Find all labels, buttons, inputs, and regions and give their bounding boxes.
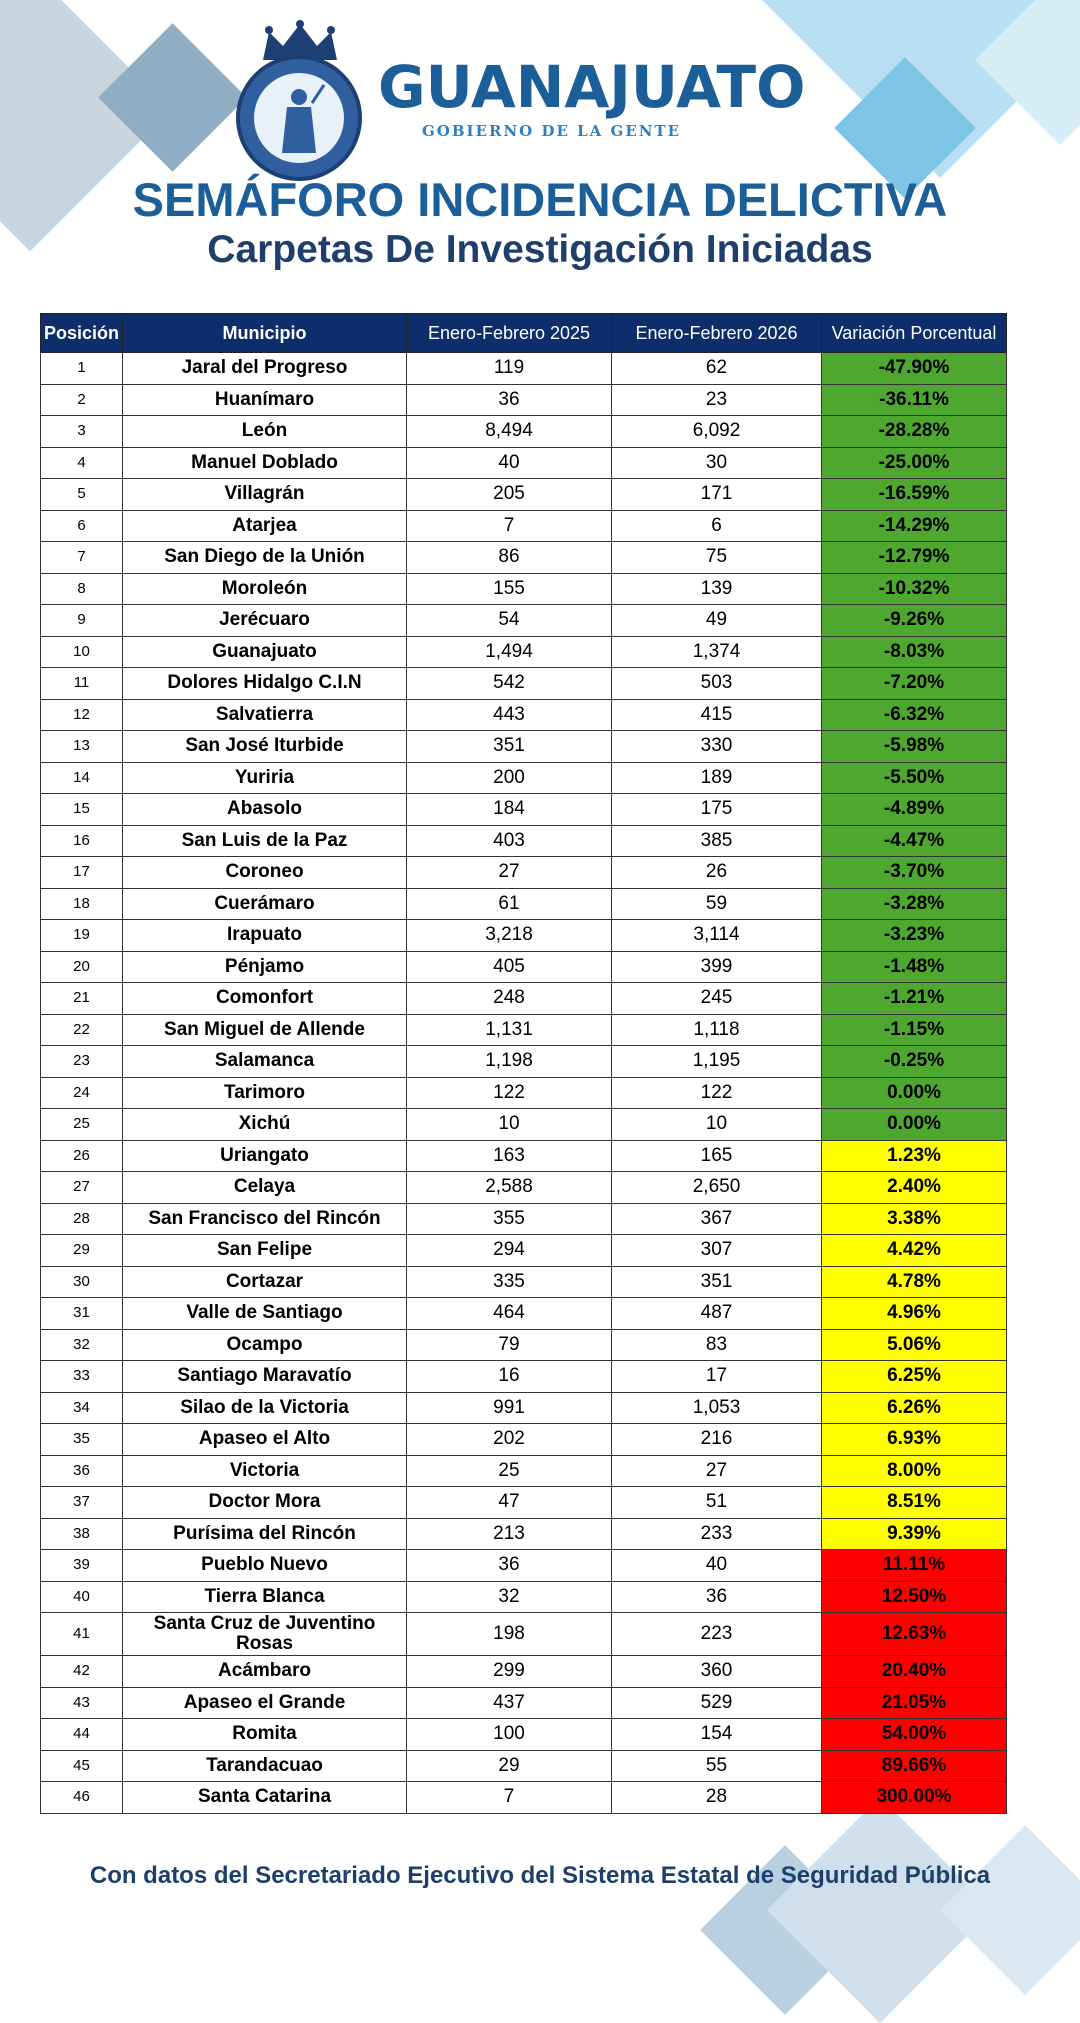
table-row	[41, 1203, 1007, 1235]
cell-municipio: Villagrán	[123, 479, 407, 511]
cell-2026: 171	[612, 479, 822, 511]
cell-2025: 36	[407, 1550, 612, 1582]
cell-2025: 25	[407, 1455, 612, 1487]
cell-2025: 3,218	[407, 920, 612, 952]
cell-2025: 351	[407, 731, 612, 763]
cell-posicion: 28	[41, 1203, 123, 1235]
cell-posicion: 29	[41, 1235, 123, 1267]
cell-2025: 991	[407, 1392, 612, 1424]
cell-2025: 10	[407, 1109, 612, 1141]
cell-posicion: 5	[41, 479, 123, 511]
cell-municipio: Comonfort	[123, 983, 407, 1015]
cell-2025: 405	[407, 951, 612, 983]
table-row	[41, 1518, 1007, 1550]
cell-municipio: Doctor Mora	[123, 1487, 407, 1519]
cell-2026: 3,114	[612, 920, 822, 952]
cell-2025: 198	[407, 1613, 612, 1656]
cell-municipio: San Luis de la Paz	[123, 825, 407, 857]
cell-2026: 165	[612, 1140, 822, 1172]
cell-2025: 1,131	[407, 1014, 612, 1046]
cell-variacion: 9.39%	[822, 1518, 1007, 1550]
cell-variacion: 0.00%	[822, 1109, 1007, 1141]
cell-variacion: -1.15%	[822, 1014, 1007, 1046]
cell-2025: 29	[407, 1750, 612, 1782]
cell-variacion: 54.00%	[822, 1719, 1007, 1751]
cell-2026: 216	[612, 1424, 822, 1456]
cell-municipio: Xichú	[123, 1109, 407, 1141]
cell-posicion: 6	[41, 510, 123, 542]
cell-2026: 245	[612, 983, 822, 1015]
table-row	[41, 510, 1007, 542]
table-row	[41, 384, 1007, 416]
cell-posicion: 22	[41, 1014, 123, 1046]
table-row	[41, 951, 1007, 983]
cell-posicion: 3	[41, 416, 123, 448]
cell-posicion: 21	[41, 983, 123, 1015]
cell-2026: 36	[612, 1581, 822, 1613]
cell-municipio: Guanajuato	[123, 636, 407, 668]
cell-municipio: Irapuato	[123, 920, 407, 952]
cell-posicion: 33	[41, 1361, 123, 1393]
cell-2025: 36	[407, 384, 612, 416]
cell-2026: 415	[612, 699, 822, 731]
cell-municipio: Tarimoro	[123, 1077, 407, 1109]
cell-posicion: 41	[41, 1613, 123, 1656]
cell-posicion: 34	[41, 1392, 123, 1424]
cell-variacion: -4.89%	[822, 794, 1007, 826]
cell-2025: 355	[407, 1203, 612, 1235]
cell-2025: 100	[407, 1719, 612, 1751]
cell-posicion: 25	[41, 1109, 123, 1141]
cell-variacion: 8.51%	[822, 1487, 1007, 1519]
cell-variacion: -1.48%	[822, 951, 1007, 983]
cell-municipio: Yuriria	[123, 762, 407, 794]
cell-variacion: 6.93%	[822, 1424, 1007, 1456]
cell-variacion: -10.32%	[822, 573, 1007, 605]
cell-posicion: 42	[41, 1656, 123, 1688]
cell-variacion: 6.25%	[822, 1361, 1007, 1393]
cell-2026: 10	[612, 1109, 822, 1141]
cell-posicion: 10	[41, 636, 123, 668]
cell-2026: 360	[612, 1656, 822, 1688]
cell-variacion: -3.28%	[822, 888, 1007, 920]
cell-municipio: Silao de la Victoria	[123, 1392, 407, 1424]
cell-2026: 175	[612, 794, 822, 826]
cell-2026: 23	[612, 384, 822, 416]
cell-2026: 399	[612, 951, 822, 983]
cell-2026: 59	[612, 888, 822, 920]
cell-posicion: 16	[41, 825, 123, 857]
cell-variacion: -3.23%	[822, 920, 1007, 952]
cell-2026: 189	[612, 762, 822, 794]
cell-posicion: 43	[41, 1687, 123, 1719]
cell-posicion: 37	[41, 1487, 123, 1519]
cell-posicion: 9	[41, 605, 123, 637]
table-row	[41, 1613, 1007, 1656]
cell-posicion: 26	[41, 1140, 123, 1172]
cell-2026: 30	[612, 447, 822, 479]
cell-municipio: Ocampo	[123, 1329, 407, 1361]
cell-posicion: 2	[41, 384, 123, 416]
cell-posicion: 40	[41, 1581, 123, 1613]
cell-2026: 6	[612, 510, 822, 542]
cell-2025: 155	[407, 573, 612, 605]
table-row	[41, 1392, 1007, 1424]
cell-2025: 8,494	[407, 416, 612, 448]
cell-2025: 86	[407, 542, 612, 574]
cell-2026: 1,053	[612, 1392, 822, 1424]
cell-2025: 40	[407, 447, 612, 479]
table-row	[41, 668, 1007, 700]
cell-2025: 1,198	[407, 1046, 612, 1078]
state-seal-logo	[236, 55, 362, 181]
cell-2026: 385	[612, 825, 822, 857]
table-row	[41, 1046, 1007, 1078]
cell-variacion: 12.63%	[822, 1613, 1007, 1656]
cell-posicion: 46	[41, 1782, 123, 1814]
cell-variacion: 2.40%	[822, 1172, 1007, 1204]
header-municipio: Municipio	[123, 314, 407, 353]
cell-variacion: 4.78%	[822, 1266, 1007, 1298]
table-row	[41, 636, 1007, 668]
cell-municipio: Uriangato	[123, 1140, 407, 1172]
cell-variacion: -7.20%	[822, 668, 1007, 700]
cell-posicion: 11	[41, 668, 123, 700]
page-subtitle: Carpetas De Investigación Iniciadas	[207, 228, 873, 271]
table-row	[41, 542, 1007, 574]
table-row	[41, 1550, 1007, 1582]
cell-variacion: -3.70%	[822, 857, 1007, 889]
cell-posicion: 39	[41, 1550, 123, 1582]
cell-municipio: Santiago Maravatío	[123, 1361, 407, 1393]
cell-variacion: -6.32%	[822, 699, 1007, 731]
table-row	[41, 888, 1007, 920]
cell-2025: 27	[407, 857, 612, 889]
cell-2025: 1,494	[407, 636, 612, 668]
cell-2025: 213	[407, 1518, 612, 1550]
table-row	[41, 1077, 1007, 1109]
table-row	[41, 1687, 1007, 1719]
table-row	[41, 1487, 1007, 1519]
cell-variacion: -28.28%	[822, 416, 1007, 448]
cell-posicion: 27	[41, 1172, 123, 1204]
table-row	[41, 1109, 1007, 1141]
cell-municipio: Jerécuaro	[123, 605, 407, 637]
cell-2026: 62	[612, 353, 822, 385]
cell-2026: 233	[612, 1518, 822, 1550]
cell-2025: 119	[407, 353, 612, 385]
cell-2026: 122	[612, 1077, 822, 1109]
cell-2026: 2,650	[612, 1172, 822, 1204]
cell-municipio: Acámbaro	[123, 1656, 407, 1688]
cell-posicion: 17	[41, 857, 123, 889]
cell-variacion: -1.21%	[822, 983, 1007, 1015]
cell-posicion: 30	[41, 1266, 123, 1298]
table-row	[41, 1719, 1007, 1751]
cell-posicion: 24	[41, 1077, 123, 1109]
cell-municipio: San Felipe	[123, 1235, 407, 1267]
cell-2025: 47	[407, 1487, 612, 1519]
cell-municipio: León	[123, 416, 407, 448]
cell-2026: 1,118	[612, 1014, 822, 1046]
table-row	[41, 699, 1007, 731]
cell-municipio: Cuerámaro	[123, 888, 407, 920]
table-row	[41, 1172, 1007, 1204]
cell-municipio: San Miguel de Allende	[123, 1014, 407, 1046]
cell-municipio: Salamanca	[123, 1046, 407, 1078]
cell-municipio: Jaral del Progreso	[123, 353, 407, 385]
cell-posicion: 19	[41, 920, 123, 952]
table-row	[41, 1140, 1007, 1172]
cell-2026: 6,092	[612, 416, 822, 448]
cell-2026: 27	[612, 1455, 822, 1487]
cell-municipio: Romita	[123, 1719, 407, 1751]
cell-variacion: -25.00%	[822, 447, 1007, 479]
cell-2025: 542	[407, 668, 612, 700]
cell-municipio: Atarjea	[123, 510, 407, 542]
cell-2025: 299	[407, 1656, 612, 1688]
cell-variacion: 4.42%	[822, 1235, 1007, 1267]
cell-posicion: 44	[41, 1719, 123, 1751]
cell-2026: 487	[612, 1298, 822, 1330]
cell-variacion: 21.05%	[822, 1687, 1007, 1719]
cell-2025: 163	[407, 1140, 612, 1172]
cell-2026: 1,195	[612, 1046, 822, 1078]
source-footer: Con datos del Secretariado Ejecutivo del Sistema Estatal de Seguridad Pública	[89, 1862, 991, 1889]
cell-municipio: Valle de Santiago	[123, 1298, 407, 1330]
header-2026: Enero-Febrero 2026	[612, 314, 822, 353]
cell-posicion: 12	[41, 699, 123, 731]
cell-variacion: 8.00%	[822, 1455, 1007, 1487]
cell-2025: 61	[407, 888, 612, 920]
cell-posicion: 18	[41, 888, 123, 920]
table-row	[41, 353, 1007, 385]
cell-2026: 503	[612, 668, 822, 700]
cell-municipio: Apaseo el Alto	[123, 1424, 407, 1456]
table-row	[41, 1455, 1007, 1487]
cell-2026: 139	[612, 573, 822, 605]
cell-2026: 367	[612, 1203, 822, 1235]
cell-2025: 54	[407, 605, 612, 637]
cell-2026: 307	[612, 1235, 822, 1267]
cell-municipio: Pueblo Nuevo	[123, 1550, 407, 1582]
cell-2026: 17	[612, 1361, 822, 1393]
table-row	[41, 479, 1007, 511]
cell-posicion: 20	[41, 951, 123, 983]
cell-variacion: -8.03%	[822, 636, 1007, 668]
table-row	[41, 416, 1007, 448]
incidence-table	[40, 313, 1007, 1814]
cell-2026: 529	[612, 1687, 822, 1719]
table-row	[41, 762, 1007, 794]
cell-municipio: Abasolo	[123, 794, 407, 826]
cell-variacion: -0.25%	[822, 1046, 1007, 1078]
cell-variacion: 6.26%	[822, 1392, 1007, 1424]
cell-variacion: -5.50%	[822, 762, 1007, 794]
cell-2026: 1,374	[612, 636, 822, 668]
decorative-diamond	[940, 1825, 1080, 1995]
table-row	[41, 1782, 1007, 1814]
table-row	[41, 1424, 1007, 1456]
table-row	[41, 1329, 1007, 1361]
table-row	[41, 920, 1007, 952]
cell-posicion: 45	[41, 1750, 123, 1782]
cell-2026: 40	[612, 1550, 822, 1582]
cell-municipio: Cortazar	[123, 1266, 407, 1298]
table-row	[41, 825, 1007, 857]
cell-municipio: Apaseo el Grande	[123, 1687, 407, 1719]
header-variacion: Variación Porcentual	[822, 314, 1007, 353]
cell-2025: 7	[407, 510, 612, 542]
table-row	[41, 983, 1007, 1015]
cell-variacion: -47.90%	[822, 353, 1007, 385]
cell-2025: 2,588	[407, 1172, 612, 1204]
cell-variacion: -9.26%	[822, 605, 1007, 637]
cell-variacion: 300.00%	[822, 1782, 1007, 1814]
cell-municipio: San Francisco del Rincón	[123, 1203, 407, 1235]
cell-2025: 16	[407, 1361, 612, 1393]
cell-posicion: 32	[41, 1329, 123, 1361]
cell-2025: 79	[407, 1329, 612, 1361]
cell-2025: 335	[407, 1266, 612, 1298]
header-2025: Enero-Febrero 2025	[407, 314, 612, 353]
cell-2026: 26	[612, 857, 822, 889]
cell-variacion: 1.23%	[822, 1140, 1007, 1172]
cell-municipio: San José Iturbide	[123, 731, 407, 763]
cell-posicion: 35	[41, 1424, 123, 1456]
table-row	[41, 1235, 1007, 1267]
cell-2025: 205	[407, 479, 612, 511]
cell-2025: 184	[407, 794, 612, 826]
table-row	[41, 1298, 1007, 1330]
cell-municipio: Moroleón	[123, 573, 407, 605]
cell-2025: 7	[407, 1782, 612, 1814]
table-row	[41, 1361, 1007, 1393]
table-header-row	[41, 314, 1007, 353]
cell-variacion: 0.00%	[822, 1077, 1007, 1109]
cell-municipio: Santa Cruz de Juventino Rosas	[123, 1613, 407, 1656]
brand-tagline: GOBIERNO DE LA GENTE	[422, 122, 682, 140]
cell-variacion: -14.29%	[822, 510, 1007, 542]
cell-variacion: 5.06%	[822, 1329, 1007, 1361]
cell-2025: 200	[407, 762, 612, 794]
table-row	[41, 1014, 1007, 1046]
cell-posicion: 7	[41, 542, 123, 574]
cell-municipio: Coroneo	[123, 857, 407, 889]
cell-municipio: Pénjamo	[123, 951, 407, 983]
figure-icon	[254, 73, 344, 163]
cell-variacion: -16.59%	[822, 479, 1007, 511]
table-row	[41, 1266, 1007, 1298]
cell-2025: 294	[407, 1235, 612, 1267]
cell-posicion: 38	[41, 1518, 123, 1550]
cell-posicion: 31	[41, 1298, 123, 1330]
cell-municipio: Salvatierra	[123, 699, 407, 731]
cell-variacion: 20.40%	[822, 1656, 1007, 1688]
cell-2025: 32	[407, 1581, 612, 1613]
cell-municipio: Celaya	[123, 1172, 407, 1204]
cell-2026: 223	[612, 1613, 822, 1656]
table-row	[41, 1656, 1007, 1688]
cell-2025: 248	[407, 983, 612, 1015]
cell-municipio: Huanímaro	[123, 384, 407, 416]
table-row	[41, 605, 1007, 637]
table-row	[41, 447, 1007, 479]
cell-variacion: 12.50%	[822, 1581, 1007, 1613]
cell-posicion: 8	[41, 573, 123, 605]
cell-2026: 330	[612, 731, 822, 763]
cell-2025: 464	[407, 1298, 612, 1330]
cell-municipio: Santa Catarina	[123, 1782, 407, 1814]
cell-municipio: Manuel Doblado	[123, 447, 407, 479]
table-row	[41, 731, 1007, 763]
cell-posicion: 1	[41, 353, 123, 385]
table-row	[41, 794, 1007, 826]
cell-2026: 83	[612, 1329, 822, 1361]
cell-municipio: Tarandacuao	[123, 1750, 407, 1782]
cell-2026: 351	[612, 1266, 822, 1298]
cell-2026: 75	[612, 542, 822, 574]
cell-posicion: 14	[41, 762, 123, 794]
cell-2026: 49	[612, 605, 822, 637]
table-row	[41, 857, 1007, 889]
table-row	[41, 573, 1007, 605]
cell-municipio: Victoria	[123, 1455, 407, 1487]
brand-name: GUANAJUATO	[378, 53, 806, 121]
cell-2026: 55	[612, 1750, 822, 1782]
cell-variacion: 89.66%	[822, 1750, 1007, 1782]
cell-2026: 51	[612, 1487, 822, 1519]
cell-variacion: 11.11%	[822, 1550, 1007, 1582]
table-row	[41, 1750, 1007, 1782]
cell-2025: 403	[407, 825, 612, 857]
cell-2025: 437	[407, 1687, 612, 1719]
page-title: SEMÁFORO INCIDENCIA DELICTIVA	[132, 173, 948, 226]
cell-2025: 443	[407, 699, 612, 731]
cell-municipio: Tierra Blanca	[123, 1581, 407, 1613]
cell-municipio: Dolores Hidalgo C.I.N	[123, 668, 407, 700]
table-row	[41, 1581, 1007, 1613]
cell-variacion: -12.79%	[822, 542, 1007, 574]
cell-2025: 202	[407, 1424, 612, 1456]
cell-posicion: 36	[41, 1455, 123, 1487]
cell-2026: 28	[612, 1782, 822, 1814]
cell-variacion: 4.96%	[822, 1298, 1007, 1330]
cell-posicion: 4	[41, 447, 123, 479]
cell-variacion: -4.47%	[822, 825, 1007, 857]
cell-variacion: -5.98%	[822, 731, 1007, 763]
cell-municipio: San Diego de la Unión	[123, 542, 407, 574]
cell-2026: 154	[612, 1719, 822, 1751]
cell-2025: 122	[407, 1077, 612, 1109]
cell-municipio: Purísima del Rincón	[123, 1518, 407, 1550]
cell-variacion: -36.11%	[822, 384, 1007, 416]
header-posicion: Posición	[41, 314, 123, 353]
cell-posicion: 23	[41, 1046, 123, 1078]
cell-variacion: 3.38%	[822, 1203, 1007, 1235]
cell-posicion: 13	[41, 731, 123, 763]
cell-posicion: 15	[41, 794, 123, 826]
